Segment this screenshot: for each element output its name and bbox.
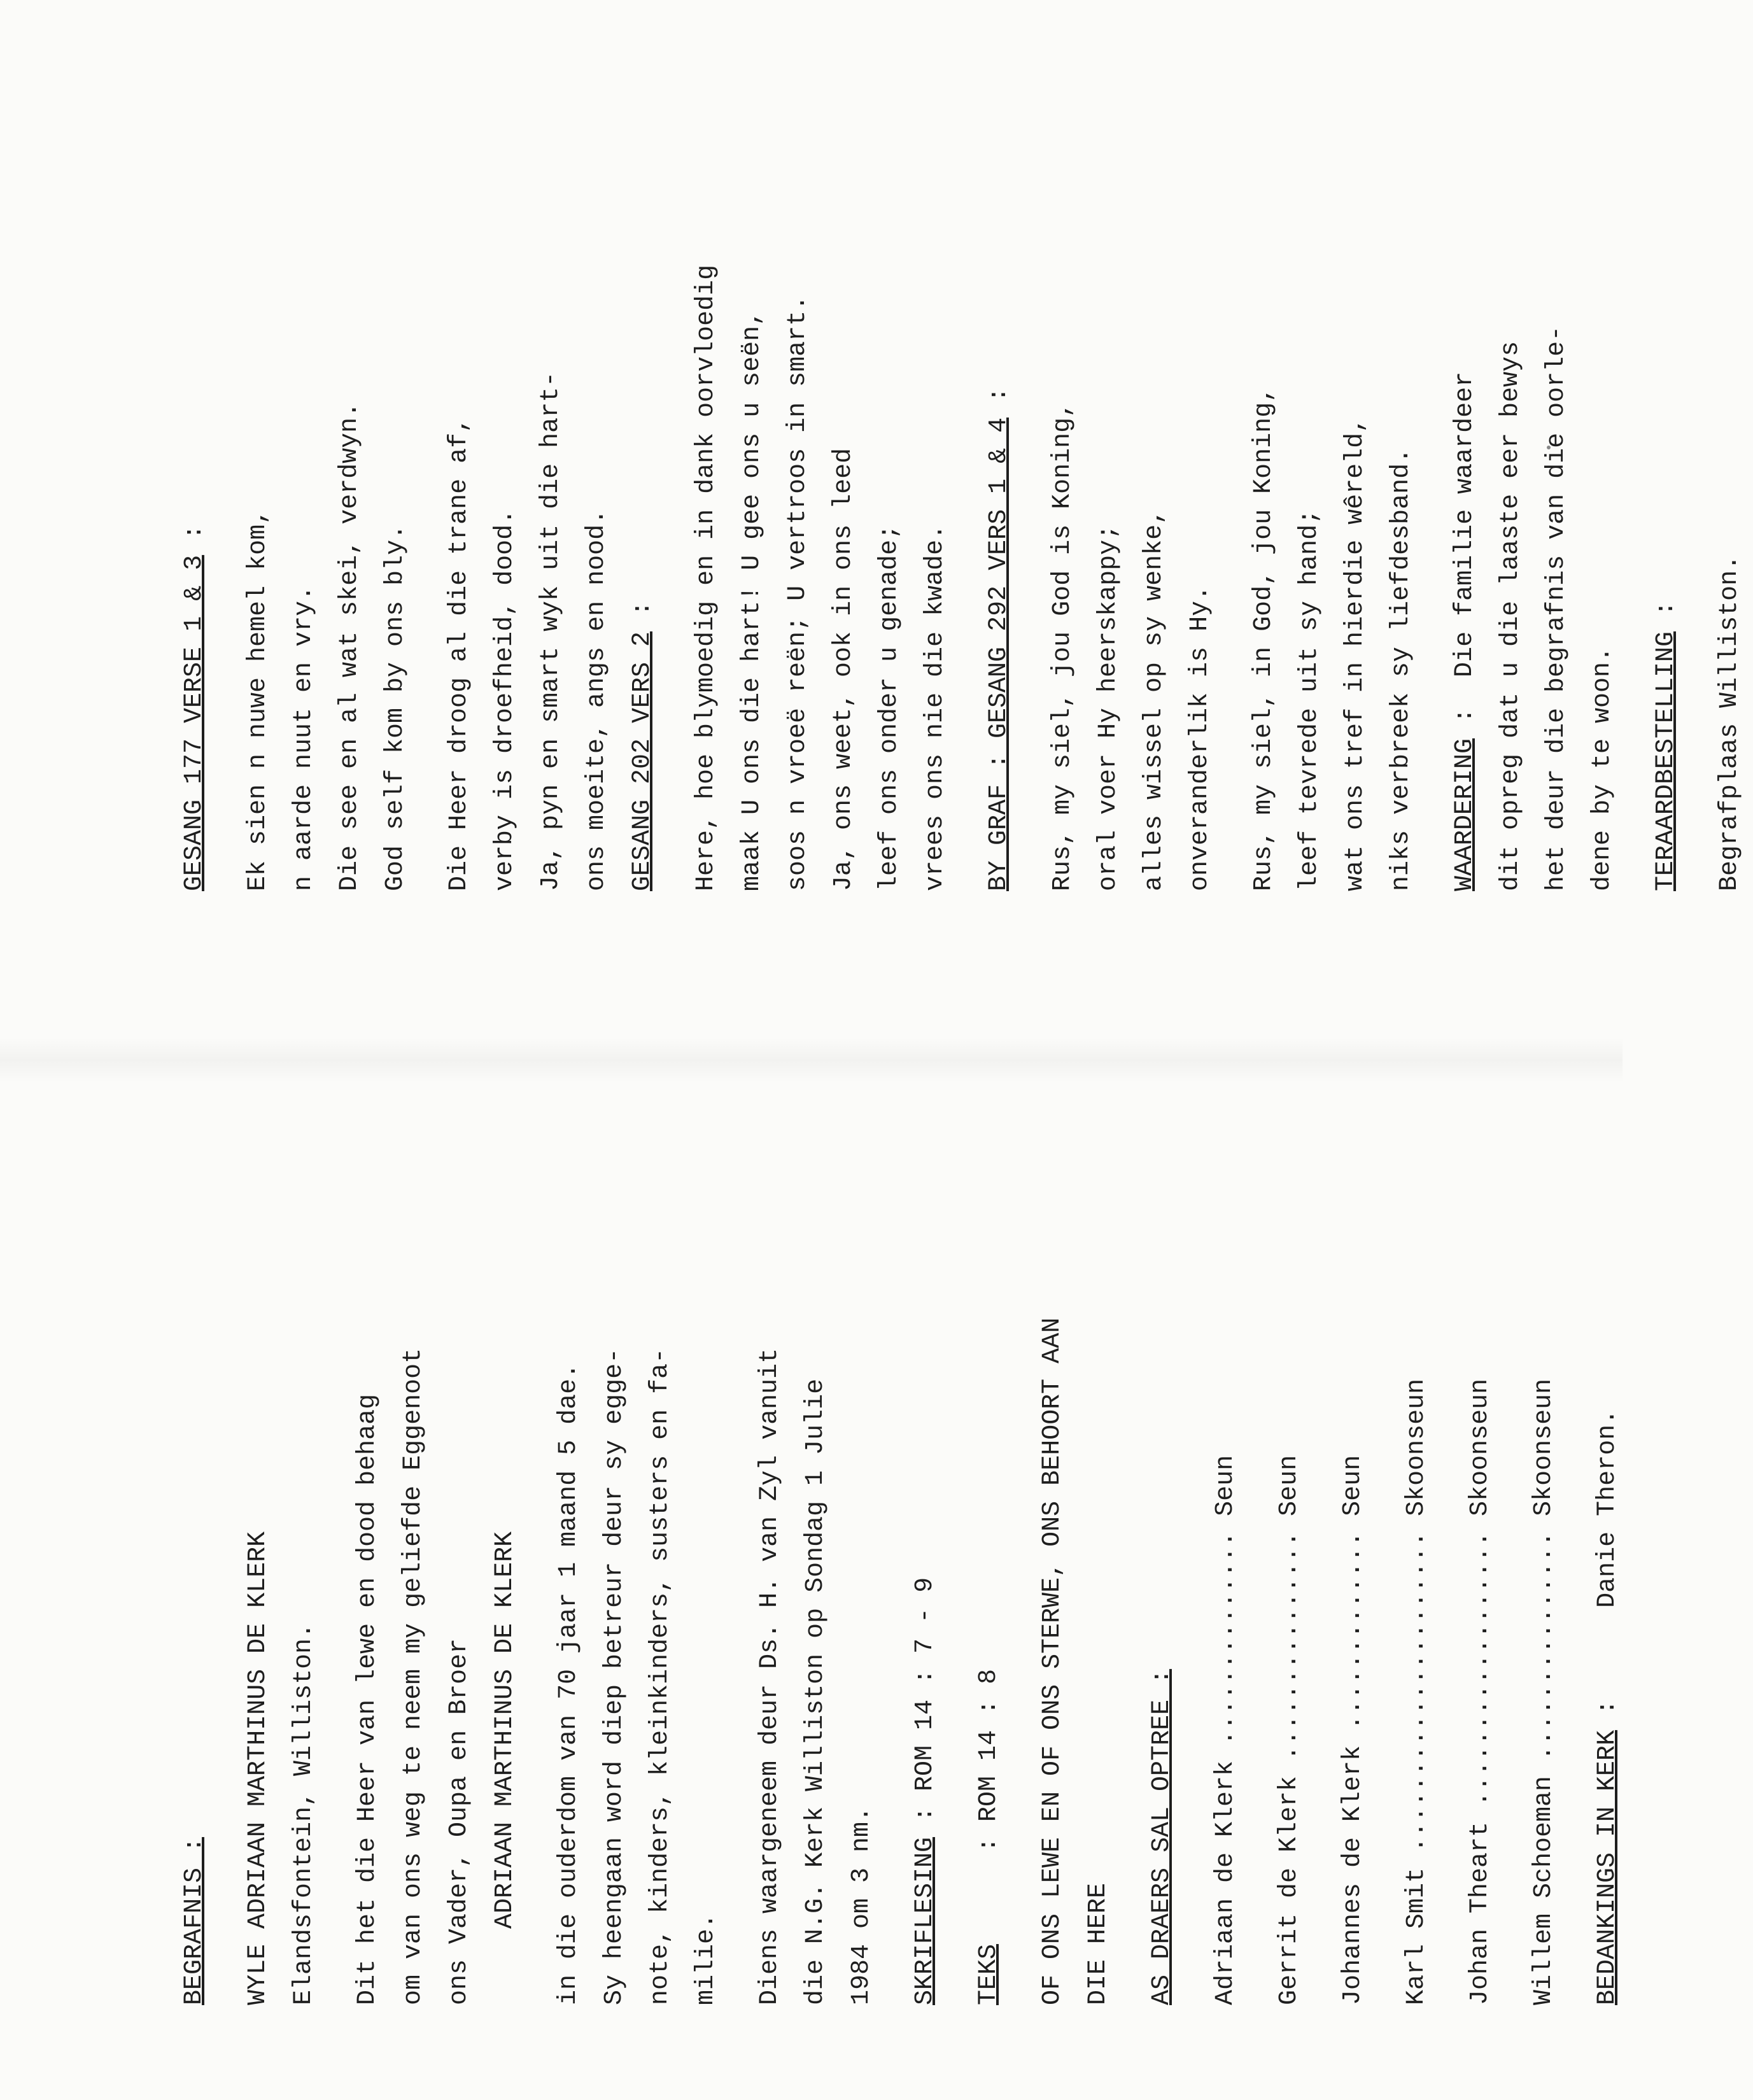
intro-line: Dit het die Heer van lewe en dood behaag (353, 1393, 382, 2005)
bearer-row (1267, 1038, 1313, 2005)
bearer-name: Adriaan de Klerk (1211, 1760, 1240, 2005)
bearer-relation: Skoonseun (1466, 1378, 1495, 1532)
hymn-line: Here, hoe blymoedig en in dank oorvloedig (692, 264, 721, 891)
hymn-177-colon: : (180, 524, 209, 555)
thanks-label: BEDANKINGS IN KERK (1593, 1730, 1622, 2005)
bearer-row (1458, 1038, 1503, 2005)
hymn-line: vrees ons nie die kwade. (921, 524, 950, 891)
hymn-202-heading-row (620, 64, 666, 891)
bearer-leader: ............... (1275, 1531, 1304, 1776)
deceased-name-repeat: ADRIAAN MARTHINUS DE KLERK (491, 1531, 519, 1929)
bearer-row (1394, 1038, 1440, 2005)
hymn-line: Die Heer droog al die trane af, (445, 417, 474, 891)
scripture-label: SKRIFLESING (911, 1836, 940, 2005)
deceased-place: Elandsfontein, Williston. (290, 1623, 318, 2005)
hymn-line: ons moeite, angs en nood. (582, 509, 611, 891)
text-label: TEKS (975, 1943, 1003, 2005)
bearer-row (1330, 1038, 1376, 2005)
interment-heading-row (1644, 64, 1689, 891)
hymn-line: leef tevrede uit sy hand; (1295, 509, 1324, 891)
bearer-name: Johannes de Klerk (1339, 1745, 1367, 2005)
bearer-relation: Seun (1275, 1455, 1304, 1532)
service-line: 1984 om 3 nm. (847, 1806, 876, 2005)
hymn-line: maak U ons die hart! U gee ons u seën, (738, 310, 766, 891)
hymn-line: soos n vroeë reën; U vertroos in smart. (784, 295, 812, 891)
hymn-177-heading: GESANG 177 VERSE 1 & 3 (180, 554, 209, 891)
motto-line: OF ONS LEWE EN OF ONS STERWE, ONS BEHOORT AAN (1038, 1317, 1067, 2005)
text-value: : ROM 14 : 8 (975, 1668, 1003, 1944)
hymn-line: Rus, my siel, jou God is Koning, (1048, 402, 1077, 891)
interment-place: Begrafplaas Williston. (1715, 554, 1744, 891)
hymn-line: Die see en al wat skei, verdwyn. (335, 402, 364, 891)
bearer-name: Karl Smit (1402, 1867, 1431, 2005)
grave-hymn-heading: BY GRAF : GESANG 292 VERS 1 & 4 (985, 417, 1013, 891)
hymn-line: Rus, my siel, in God, jou Koning, (1250, 386, 1278, 891)
appreciation-line: het deur die begrafnis van die oorle- (1542, 325, 1571, 891)
hymn-line: verby is droefheid, dood. (491, 509, 519, 891)
age-line: in die ouderdom van 70 jaar 1 maand 5 dae. (554, 1363, 583, 2005)
scripture-value: : ROM 14 : 7 - 9 (911, 1577, 940, 1837)
hymn-line: alles wissel op sy wenke, (1140, 509, 1169, 891)
bearer-leader: ............... (1530, 1531, 1558, 1776)
scripture-reading (903, 1038, 948, 2005)
bearer-leader: ..................... (1402, 1531, 1431, 1868)
hymn-line: Ja, pyn en smart wyk uit die hart- (537, 371, 565, 891)
hymn-line: oral voer Hy heerskappy; (1094, 524, 1123, 891)
hymn-line: wat ons tref in hierdie wêreld, (1341, 417, 1370, 891)
bearer-row (1203, 1038, 1249, 2005)
bearers-heading: AS DRAERS SAL OPTREE : (1148, 1668, 1176, 2005)
bearer-name: Gerrit de Klerk (1275, 1775, 1304, 2005)
thanks-in-church (1585, 1038, 1631, 2005)
thanks-value: : Danie Theron. (1593, 1409, 1622, 1730)
interment-colon: : (1652, 600, 1680, 631)
service-line: Diens waargeneem deur Ds. H. van Zyl vanuit (756, 1348, 784, 2005)
appreciation-label: WAARDERING (1451, 738, 1479, 891)
hymn-202-colon: : (628, 600, 657, 631)
hymn-line: onveranderlik is Hy. (1186, 585, 1214, 891)
interment-label: TERAARDBESTELLING (1652, 631, 1680, 891)
sermon-text (966, 1038, 1012, 2005)
age-line: note, kinders, kleinkinders, susters en fa- (646, 1348, 675, 2005)
funeral-details-panel (172, 1038, 1631, 2005)
hymns-panel (172, 64, 1753, 891)
bearer-relation: Seun (1211, 1455, 1240, 1532)
intro-line: om van ons weg te neem my geliefde Eggenoot (399, 1348, 428, 2005)
bearer-leader: .............. (1211, 1531, 1240, 1761)
appreciation-first-line (1442, 64, 1488, 891)
appreciation-first: : Die familie waardeer (1451, 371, 1479, 738)
age-line: milie. (692, 1913, 721, 2005)
hymn-line: n aarde nuut en vry. (290, 585, 318, 891)
bearer-name: Johan Theart (1466, 1821, 1495, 2005)
age-line: Sy heengaan word diep betreur deur sy egge- (600, 1348, 629, 2005)
hymn-line: niks verbreek sy liefdesband. (1387, 447, 1416, 891)
grave-hymn-heading-row (976, 64, 1022, 891)
bearer-row (1521, 1038, 1567, 2005)
bearer-relation: Skoonseun (1530, 1378, 1558, 1532)
hymn-202-heading: GESANG 202 VERS 2 (628, 631, 657, 891)
hymn-line: Ek sien n nuwe hemel kom, (244, 509, 272, 891)
bearer-name: Willem Schoeman (1530, 1775, 1558, 2005)
funeral-heading: BEGRAFNIS : (180, 1836, 209, 2005)
hymn-line: Ja, ons weet, ook in ons leed (829, 447, 858, 891)
bearer-leader: ............. (1339, 1531, 1367, 1745)
motto-line: DIE HERE (1084, 1882, 1113, 2005)
bearer-relation: Seun (1339, 1455, 1367, 1532)
hymn-177-heading-row (172, 64, 218, 891)
bearer-leader: .................. (1466, 1531, 1495, 1822)
appreciation-line: dit opreg dat u die laaste eer bewys (1496, 341, 1525, 891)
grave-hymn-colon: : (985, 386, 1013, 418)
intro-line: ons Vader, Oupa en Broer (445, 1638, 474, 2005)
deceased-name: WYLE ADRIAAN MARTHINUS DE KLERK (244, 1531, 272, 2005)
hymn-line: God self kom by ons bly. (381, 524, 410, 891)
bearer-relation: Skoonseun (1402, 1378, 1431, 1532)
hymn-line: leef ons onder u genade; (875, 524, 904, 891)
service-line: die N.G. Kerk Williston op Sondag 1 Julie (801, 1378, 830, 2005)
appreciation-line: dene by te woon. (1588, 646, 1617, 891)
